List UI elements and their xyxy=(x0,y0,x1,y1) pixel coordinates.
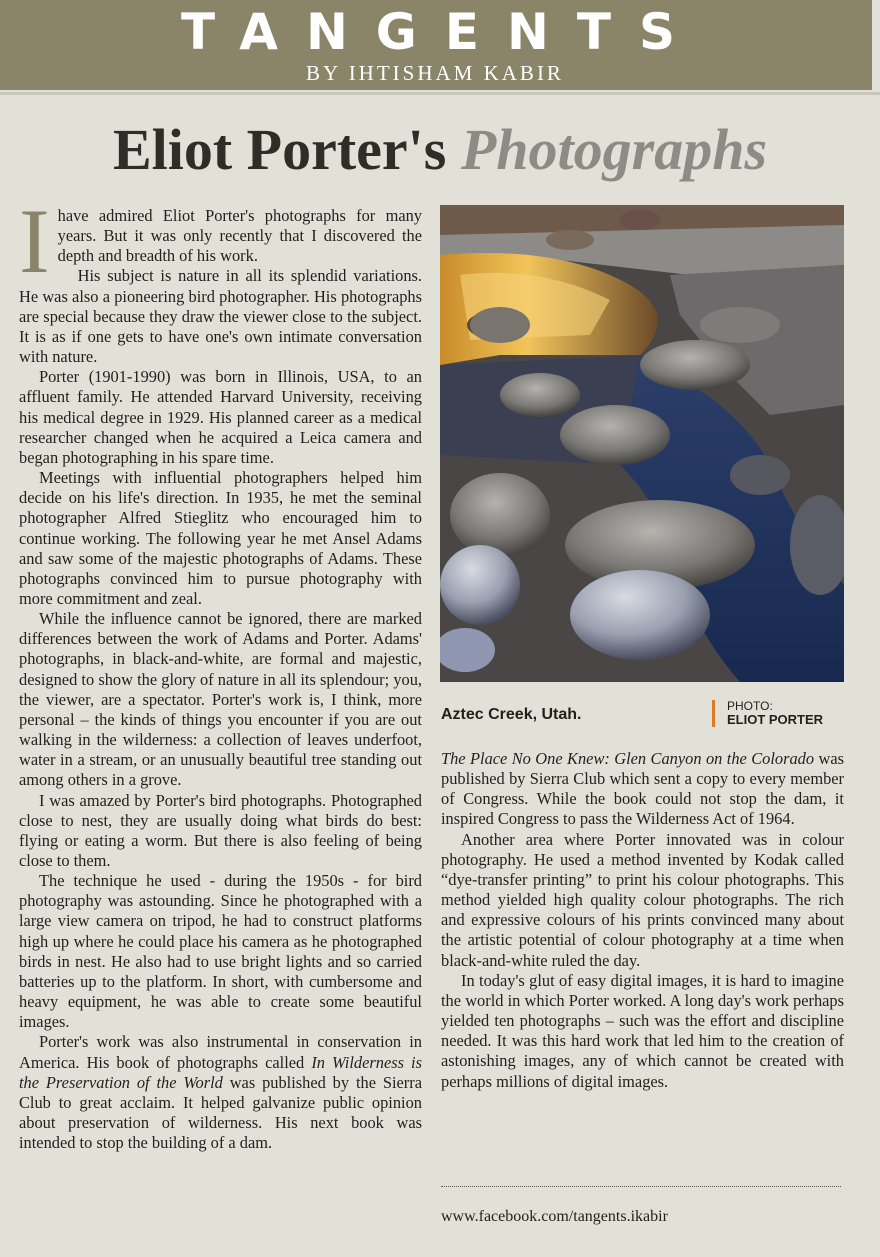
paragraph-4: Meetings with influential photographers helped him decide on his life's direction. In 1935, he met the seminal photographer Alfred Stieglitz who encouraged him to continue working. The following year he met Ansel Adams and saw some of the majestic photographs of Adams. These photographs convinced him to pursue photography with more commitment and zeal. xyxy=(19,468,422,608)
paragraph-8-continued: The Place No One Knew: Glen Canyon on the Colorado was published by Sierra Club which sent a copy to every member of Congress. While the book could not stop the dam, it inspired Congress to pass the Wilderness Act of 1964. xyxy=(441,749,844,829)
book-title-wilderness: In Wilderness is the Preservation of the World xyxy=(19,1052,422,1092)
photo-caption: Aztec Creek, Utah. xyxy=(441,706,582,723)
photo-credit-label: PHOTO: xyxy=(727,699,773,713)
headline-italic: Photographs xyxy=(460,117,768,182)
credit-accent-bar xyxy=(712,700,715,727)
facebook-link[interactable]: www.facebook.com/tangents.ikabir xyxy=(441,1208,668,1225)
article-column-right xyxy=(441,749,844,1092)
column-title: TANGENTS xyxy=(181,3,703,61)
photo-credit xyxy=(727,699,823,727)
paragraph-9: Another area where Porter innovated was in colour photography. He used a method invented by Kodak called “dye-transfer printing” to print his colour photographs. This method yielded high quality colour photographs. The rich and expressive colours of his prints convinced many about the artistic potential of colour photography at a time when black-and-white ruled the day. xyxy=(441,829,844,970)
headline-plain: Eliot Porter's xyxy=(112,117,461,182)
article-headline xyxy=(0,112,880,188)
paragraph-2: His subject is nature in all its splendid variations. He was also a pioneering bird photographer. His photographs are special because they draw the viewer close to the subject. It is as if one gets to have one's own intimate conversation with nature. xyxy=(19,266,422,367)
header-divider xyxy=(0,92,880,95)
paragraph-7: The technique he used - during the 1950s - for bird photography was astounding. Since he photographed with a large view camera on tripod, he had to construct platforms high up where he could place his camera as he photographed birds in nest. He also had to use bright lights and so carried batteries up to the platform. In short, with cumbersome and heavy equipment, he was able to create some beautiful images. xyxy=(19,871,422,1032)
photo-credit-name: ELIOT PORTER xyxy=(727,712,824,727)
drop-cap: I xyxy=(19,190,50,292)
paragraph-3: Porter (1901-1990) was born in Illinois, USA, to an affluent family. He attended Harvard University, receiving his medical degree in 1929. His planned career as a medical researcher changed when he acquired a Leica camera and began photographing in his spare time. xyxy=(19,367,422,467)
byline: BY IHTISHAM KABIR xyxy=(306,61,564,85)
masthead-banner xyxy=(0,0,880,90)
paragraph-10: In today's glut of easy digital images, it is hard to imagine the world in which Porter worked. A long day's work perhaps yielded ten photographs – such was the effort and discipline needed. It was this hard work that led him to the creation of astonishing images, any of which cannot be created with perhaps millions of digital images. xyxy=(441,970,844,1091)
footer-divider xyxy=(441,1186,841,1187)
paragraph-6: I was amazed by Porter's bird photographs. Photographed close to nest, they are usually doing what birds do best: flying or eating a worm. But there is also feeling of being close to them. xyxy=(19,790,422,870)
photo-illustration xyxy=(440,205,844,682)
paragraph-5: While the influence cannot be ignored, there are marked differences between the work of Adams and Porter. Adams' photographs, in black-and-white, are formal and majestic, designed to show the glory of nature in all its splendour; you, the viewer, are a spectator. Porter's work is, I think, more personal – the kinds of things you encounter if you are out walking in the wilderness: a collection of leaves underfoot, water in a stream, or an unusually beautiful tree standing out among others in a grove. xyxy=(19,609,422,790)
book-title-glen-canyon: The Place No One Knew: Glen Canyon on the Colorado xyxy=(441,749,815,768)
paragraph-1: Ihave admired Eliot Porter's photographs for many years. But it was only recently that I discovered the depth and breadth of his work. xyxy=(19,190,422,292)
aztec-creek-photo xyxy=(440,205,844,682)
article-column-left xyxy=(19,190,422,1153)
paragraph-8-start: Porter's work was also instrumental in conservation in America. His book of photographs called In Wilderness is the Preservation of the World was published by the Sierra Club to great acclaim. It helped galvanize public opinion about preservation of wilderness. His next book was intended to stop the building of a dam. xyxy=(19,1032,422,1153)
